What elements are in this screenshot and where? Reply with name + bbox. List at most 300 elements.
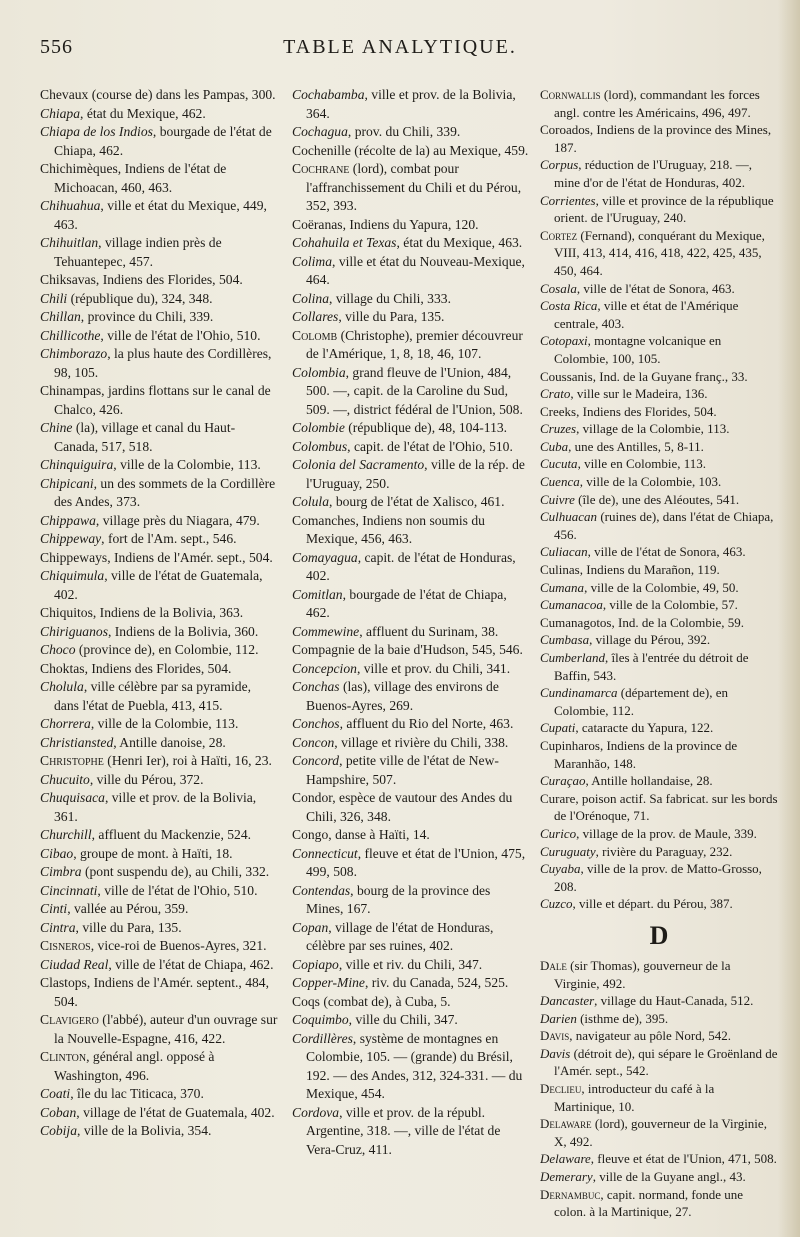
index-entry-term: Comitlan <box>292 586 343 602</box>
index-entry <box>540 631 778 649</box>
index-entry-text: , ville de l'état de Sonora, 463. <box>587 544 746 560</box>
index-entry-text: , fleuve et état de l'Union, 475, 499, 508. <box>306 845 526 879</box>
index-entry-text: , une des Antilles, 5, 8-11. <box>568 438 704 454</box>
index-entry-text: (Henri Ier), roi à Haïti, 16, 23. <box>103 753 272 768</box>
section-letter-heading: D <box>649 920 669 950</box>
index-entry <box>292 253 530 290</box>
index-entry <box>540 332 778 367</box>
index-entry <box>540 737 778 772</box>
index-entry <box>40 530 278 549</box>
index-entry-term: Coati <box>40 1086 71 1101</box>
index-entry-term: Cruzes <box>540 421 577 437</box>
index-entry-term: Cincinnati <box>40 882 98 898</box>
index-entry-term: Chiksavas <box>40 272 96 287</box>
index-entry-term: Cuzco <box>540 896 573 912</box>
index-column-3 <box>540 86 778 1221</box>
index-entry <box>40 1122 278 1141</box>
index-entry-text: , ville de la Colombie, 113. <box>113 457 261 472</box>
index-entry-text: , îles à l'entrée du détroit de Baffin, 543. <box>554 650 749 683</box>
index-entry <box>540 491 778 509</box>
index-entry <box>540 684 778 719</box>
index-entry-text: (république de), 48, 104-113. <box>344 420 508 435</box>
index-entry-text: , un des sommets de la Cordillère des Andes, 373. <box>54 475 276 509</box>
index-entry-text: , fort de l'Am. sept., 546. <box>101 531 237 546</box>
index-entry <box>40 956 278 975</box>
index-entry-text: (république du), 324, 348. <box>67 290 213 306</box>
index-entry-text: , riv. du Canada, 524, 525. <box>364 975 509 990</box>
index-entry-term: Coban <box>40 1104 77 1120</box>
index-entry-text: , ville de l'état de l'Ohio, 510. <box>100 327 261 343</box>
index-entry-text: dans les Pampas, 300. <box>152 87 276 102</box>
index-entry-text: , montagne volcanique en Colombie, 100, 105. <box>554 333 722 366</box>
index-entry-term: Copper-Mine <box>292 975 365 990</box>
index-entry <box>540 614 778 632</box>
index-entry-text: , village de l'état de Guatemala, 402. <box>76 1104 275 1120</box>
page-number: 556 <box>40 36 73 58</box>
index-entry-text: , village et rivière du Chili, 338. <box>334 734 509 750</box>
index-entry-text: , Indiens de l'état de Michoacan, 460, 463. <box>54 161 227 195</box>
index-entry <box>292 1104 530 1160</box>
index-entry <box>540 368 778 386</box>
index-entry <box>40 660 278 679</box>
index-entry-term: Cordova <box>292 1104 340 1120</box>
index-entry-text: , vice-roi de Buenos-Ayres, 321. <box>90 938 267 953</box>
index-entry <box>540 192 778 227</box>
index-entry-term: Colula <box>292 494 330 509</box>
index-entry-term: Cholula <box>40 679 84 694</box>
index-entry-term: Colina <box>292 290 330 306</box>
index-entry-text: , ville et état du Mexique, 449, 463. <box>54 198 267 232</box>
index-entry-text: (lord), combat pour l'affranchissement du Chili et du Pérou, 352, 393. <box>306 161 522 213</box>
index-entry <box>292 160 530 216</box>
index-entry <box>292 308 530 327</box>
index-entry <box>40 456 278 475</box>
index-entry <box>40 752 278 771</box>
index-entry-text: , bourgade de l'état de Chiapa, 462. <box>54 124 272 158</box>
index-entry <box>540 86 778 121</box>
index-entry-term: Cochrane <box>292 161 350 176</box>
index-column-2 <box>292 86 530 1221</box>
index-entry-term: Chiquimula <box>40 568 105 583</box>
index-entry-term: Cupinharos <box>540 737 600 753</box>
index-entry-text: , Indiens de la province de Maranhão, 148. <box>554 737 738 771</box>
index-entry-term: Copiapo <box>292 956 339 972</box>
index-entry-term: Clastops <box>40 975 87 990</box>
index-entry <box>40 549 278 568</box>
index-entry-text: (combat de), à Cuba, 5. <box>319 993 451 1009</box>
index-entry-term: Cundinamarca <box>540 685 618 701</box>
index-entry-term: Chippeway <box>40 531 102 546</box>
index-entry-term: Colombus <box>292 438 348 454</box>
index-entry-text: , bourg de l'état de Xalisco, 461. <box>329 494 505 509</box>
index-entry <box>292 438 530 457</box>
index-entry <box>540 280 778 298</box>
index-entry-text: , Indiens de l'Amér. sept., 504. <box>107 549 273 565</box>
index-entry-text: (récolte de la) au Mexique, 459. <box>350 142 529 158</box>
index-entry <box>40 882 278 901</box>
index-entry-term: Dancaster <box>540 993 595 1009</box>
index-entry-text: , ville de l'état de Chiapa, 462. <box>108 956 274 972</box>
index-entry-term: Cochenille <box>292 142 351 158</box>
index-entry <box>292 586 530 623</box>
index-entry-term: Cornwallis <box>540 87 601 102</box>
index-entry-text: , danse à Haïti, 14. <box>328 827 430 842</box>
index-entry <box>540 596 778 614</box>
index-entry-term: Cumanagotos <box>540 614 612 630</box>
index-entry <box>40 974 278 1011</box>
index-entry <box>40 789 278 826</box>
index-entry-term: Chevaux (course de) <box>40 87 153 102</box>
index-entry-text: , navigateur au pôle Nord, 542. <box>569 1028 731 1044</box>
index-entry-term: Chippeways <box>40 549 108 565</box>
index-entry-term: Cucuta <box>540 456 578 472</box>
index-entry <box>292 86 530 123</box>
index-entry <box>540 420 778 438</box>
index-entry-text: , état du Mexique, 462. <box>80 105 206 121</box>
index-entry-text: , ville de la Bolivia, 354. <box>77 1123 212 1138</box>
index-entry-text: , ville du Pérou, 372. <box>89 771 204 787</box>
index-entry-term: Colombia <box>292 364 346 380</box>
index-entry-term: Coquimbo <box>292 1012 349 1027</box>
index-entry <box>292 364 530 420</box>
index-entry-term: Chimborazo <box>40 346 108 361</box>
index-entry-text: , fleuve et état de l'Union, 471, 508. <box>590 1151 777 1167</box>
index-entry-term: Chiapa <box>40 105 81 121</box>
index-entry-text: , Indiens de la Bolivia, 360. <box>107 623 259 639</box>
index-entry-text: , ville de la rép. de l'Uruguay, 250. <box>306 457 525 491</box>
index-entry-term: Chillicothe <box>40 327 101 343</box>
index-entry-term: Cimbra <box>40 864 82 879</box>
index-entry <box>292 845 530 882</box>
index-entry <box>540 227 778 280</box>
index-entry-text: , ville de l'état de Sonora, 463. <box>576 280 735 296</box>
index-entry-text: (l'abbé), auteur d'un ouvrage sur la Nouvelle-Espagne, 416, 422. <box>54 1012 278 1046</box>
index-entry <box>40 919 278 938</box>
index-entry-term: Colima <box>292 253 333 269</box>
index-entry <box>292 123 530 142</box>
index-entry-text: , village de l'état de Honduras, célèbre par ses ruines, 402. <box>306 919 494 953</box>
index-entry <box>292 1011 530 1030</box>
index-entry-term: Concord <box>292 753 340 768</box>
index-entry <box>40 86 278 105</box>
index-entry-term: Chorrera <box>40 716 91 731</box>
index-entry-text: , ville de la prov. de Matto-Grosso, 208. <box>554 861 762 894</box>
index-entry-term: Cosala <box>540 280 577 296</box>
index-entry-term: Cobija <box>40 1123 78 1138</box>
index-entry-term: Curare <box>540 790 576 806</box>
index-entry-term: Cumana <box>540 579 585 595</box>
index-entry-text: (département de), en Colombie, 112. <box>554 685 728 718</box>
index-entry-text: (sir Thomas), gouverneur de la Virginie, 492. <box>554 957 731 991</box>
index-entry-text: , jardins flottans sur le canal de Chalco, 426. <box>54 383 271 417</box>
index-entry-term: Cintra <box>40 919 76 935</box>
index-entry <box>40 567 278 604</box>
index-entry <box>540 156 778 191</box>
index-entry-text: , introducteur du café à la Martinique, 10. <box>554 1081 715 1114</box>
index-entry-term: Cochabamba <box>292 87 365 102</box>
index-entry-term: Chiapa de los Indios <box>40 124 153 139</box>
index-entry-text: , ville de l'état de l'Ohio, 510. <box>97 882 258 898</box>
index-entry-term: Clavigero <box>40 1012 99 1027</box>
index-entry-term: Congo <box>292 827 329 842</box>
index-entry <box>540 719 778 737</box>
index-entry-text: , espèce de vautour des Andes du Chili, 326, 348. <box>306 790 513 824</box>
index-entry <box>40 160 278 197</box>
index-entry <box>540 957 778 992</box>
index-entry <box>292 678 530 715</box>
index-entry <box>40 419 278 456</box>
index-entry-text: , village près du Niagara, 479. <box>95 512 260 528</box>
index-entry-term: Chuquisaca <box>40 790 105 805</box>
index-entry-term: Delaware <box>540 1151 591 1167</box>
index-entry <box>540 297 778 332</box>
index-entry <box>540 649 778 684</box>
index-column-1 <box>40 86 278 1221</box>
index-entry-text: (province de), en Colombie, 112. <box>75 642 259 657</box>
index-entry-text: , Indiens des Florides, 504. <box>576 403 717 419</box>
index-entry <box>540 1115 778 1150</box>
index-entry-term: Cuenca <box>540 474 580 490</box>
index-entry <box>540 825 778 843</box>
index-entry-term: Condor <box>292 790 333 805</box>
index-entry <box>292 234 530 253</box>
index-entry-term: Coëranas <box>292 216 343 232</box>
index-entry <box>540 790 778 825</box>
index-entry-text: , village du Chili, 333. <box>329 290 451 306</box>
index-entry <box>292 290 530 309</box>
index-entry-term: Connecticut <box>292 845 358 861</box>
index-entry <box>292 327 530 364</box>
index-entry-term: Crato <box>540 386 571 402</box>
index-entry <box>292 623 530 642</box>
index-entry-term: Conchas <box>292 679 340 694</box>
index-entry-term: Churchill <box>40 827 92 842</box>
index-entry-text: , état du Mexique, 463. <box>396 235 523 250</box>
index-entry <box>40 641 278 660</box>
index-entry-term: Chihuahua <box>40 198 101 213</box>
index-entry-term: Copan <box>292 919 329 935</box>
index-entry <box>292 142 530 161</box>
index-entry <box>540 772 778 790</box>
index-entry <box>292 919 530 956</box>
index-entry <box>40 308 278 327</box>
index-entry-text: , Indiens des Florides, 504. <box>95 272 243 287</box>
index-entry-term: Concon <box>292 734 335 750</box>
index-entry-term: Chippawa <box>40 512 96 528</box>
index-entry-text: , vallée au Pérou, 359. <box>67 901 189 916</box>
index-entry <box>540 1186 778 1221</box>
index-entry <box>40 512 278 531</box>
index-entry-text: , ville en Colombie, 113. <box>577 456 706 472</box>
index-entry-text: (détroit de), qui sépare le Groënland de l'Amér. sept., 542. <box>554 1045 778 1079</box>
index-entry-text: , affluent du Rio del Norte, 463. <box>339 716 514 731</box>
index-entry-text: , capit. de l'état de Honduras, 402. <box>306 549 516 583</box>
index-entry <box>40 327 278 346</box>
index-entry <box>40 715 278 734</box>
index-entry-text: , ville et prov. de la Bolivia, 364. <box>306 87 516 121</box>
index-entry-term: Contendas <box>292 882 351 898</box>
index-entry <box>292 419 530 438</box>
index-entry-term: Corrientes <box>540 192 596 208</box>
index-entry <box>540 561 778 579</box>
index-entry-text: (ruines de), dans l'état de Chiapa, 456. <box>554 509 774 542</box>
index-entry-term: Clinton <box>40 1049 87 1064</box>
index-entry <box>540 121 778 156</box>
index-entry <box>40 604 278 623</box>
index-entry <box>292 974 530 993</box>
index-entry-text: , ville du Para, 135. <box>75 919 182 935</box>
index-entry-text: , affluent du Mackenzie, 524. <box>91 827 252 842</box>
index-entry <box>540 508 778 543</box>
index-entry-term: Christophe <box>40 753 104 768</box>
index-entry-text: , 545, 546. <box>465 642 523 657</box>
index-entry <box>40 105 278 124</box>
index-entry-text: (Fernand), conquérant du Mexique, VIII, 413, 414, 416, 418, 422, 425, 435, 450, 464. <box>554 227 765 278</box>
index-entry <box>40 1104 278 1123</box>
index-entry-text: , groupe de mont. à Haïti, 18. <box>73 845 233 861</box>
index-entry-term: Culhuacan <box>540 509 598 525</box>
index-entry-term: Curaçao <box>540 773 586 789</box>
index-entry-text: (las), village des environs de Buenos-Ayres, 269. <box>306 679 499 713</box>
index-entry-term: Declieu <box>540 1081 582 1097</box>
index-columns <box>40 86 778 1221</box>
index-entry-term: Chiriguanos <box>40 623 108 639</box>
index-entry-term: Demerary <box>540 1169 593 1185</box>
index-entry-text: , Indiens de l'Amér. septent., 484, 504. <box>54 975 269 1009</box>
index-entry-text: , ville de la Colombie, 49, 50. <box>584 579 739 595</box>
index-entry-text: (isthme de), 395. <box>576 1010 669 1026</box>
index-entry-text: (pont suspendu de), au Chili, 332. <box>81 864 270 879</box>
index-entry <box>40 845 278 864</box>
index-entry <box>292 752 530 789</box>
index-entry-term: Coroados <box>540 122 590 138</box>
index-entry-term: Curico <box>540 825 577 841</box>
index-entry <box>540 1045 778 1080</box>
index-entry-term: Choktas <box>40 660 85 676</box>
index-entry-term: Conchos <box>292 716 340 731</box>
index-entry-text: , ville et prov. de la Bolivia, 361. <box>54 790 257 824</box>
index-entry-text: , ville du Chili, 347. <box>348 1012 458 1027</box>
index-entry-term: Cortez <box>540 227 578 243</box>
index-entry-text: , village de la prov. de Maule, 339. <box>576 825 757 841</box>
index-entry <box>292 1030 530 1104</box>
index-entry-text: , ville et prov. de la républ. Argentine, 318. —, ville de l'état de Vera-Cruz, 411. <box>306 1104 501 1157</box>
index-entry-term: Comayagua <box>292 549 358 565</box>
index-entry-text: , ville et départ. du Pérou, 387. <box>572 896 733 912</box>
index-entry-text: (lord), gouverneur de la Virginie, X, 492. <box>554 1116 767 1149</box>
index-entry-term: Ciudad Real <box>40 956 109 972</box>
index-entry <box>540 1080 778 1115</box>
index-entry-term: Chiquitos <box>40 605 93 620</box>
index-entry <box>40 271 278 290</box>
index-entry-text: , ville de la Colombie, 103. <box>579 474 722 490</box>
index-entry-term: Delaware <box>540 1116 592 1132</box>
index-entry <box>292 993 530 1012</box>
index-entry <box>292 456 530 493</box>
index-entry-term: Cumanacoa <box>540 597 603 613</box>
index-entry-term: Colomb <box>292 327 338 343</box>
index-entry-text: , la plus haute des Cordillères, 98, 105. <box>54 346 272 380</box>
index-entry-term: Colonia del Sacramento <box>292 457 425 472</box>
index-entry <box>540 543 778 561</box>
index-entry-text: , bourgade de l'état de Chiapa, 462. <box>306 586 507 620</box>
index-entry-text: , ville et riv. du Chili, 347. <box>338 956 483 972</box>
index-entry-term: Cibao <box>40 845 74 861</box>
index-entry-text: , ville de la Guyane angl., 43. <box>592 1169 746 1185</box>
page-edge-shadow <box>778 0 800 1237</box>
index-entry <box>292 734 530 753</box>
index-entry-text: (Christophe), premier découvreur de l'Amérique, 1, 8, 18, 46, 107. <box>306 327 523 361</box>
index-entry-text: , ville sur le Madeira, 136. <box>570 386 708 402</box>
index-entry <box>540 1168 778 1186</box>
index-entry-term: Culiacan <box>540 544 588 560</box>
index-entry-term: Dale <box>540 957 567 973</box>
index-entry-text: , Antille danoise, 28. <box>113 734 226 750</box>
index-entry-text: , île du lac Titicaca, 370. <box>70 1086 204 1101</box>
index-entry-text: (lord), commandant les forces angl. contre les Américains, 496, 497. <box>554 87 760 120</box>
index-entry-text: , cataracte du Yapura, 122. <box>575 720 714 736</box>
index-entry-text: , Indiens du Marañon, 119. <box>579 562 720 578</box>
index-entry <box>540 1010 778 1028</box>
index-entry <box>540 579 778 597</box>
index-entry-term: Chihuitlan <box>40 235 99 250</box>
index-entry-term: Cochagua <box>292 124 348 139</box>
index-entry-text: , Indiens de la Bolivia, 363. <box>92 605 244 620</box>
index-entry-text: , Ind. de la Colombie, 59. <box>611 614 745 630</box>
index-entry-term: Costa Rica <box>540 298 598 314</box>
index-entry <box>292 660 530 679</box>
index-entry <box>292 715 530 734</box>
index-entry-text: , ville de la Colombie, 57. <box>602 597 738 613</box>
index-entry <box>540 992 778 1010</box>
index-entry-term: Cuivre <box>540 491 575 507</box>
running-title: TABLE ANALYTIQUE. <box>283 36 517 58</box>
index-entry-text: , ville et état du Nouveau-Mexique, 464. <box>306 253 525 287</box>
index-entry-term: Comanches <box>292 512 356 528</box>
index-entry-term: Cisneros <box>40 938 91 953</box>
index-entry-text: , Indiens non soumis du Mexique, 456, 463. <box>306 512 485 546</box>
index-entry-text: , village du Pérou, 392. <box>589 632 711 648</box>
index-entry-text: , ville de l'état de Guatemala, 402. <box>54 568 263 602</box>
index-entry-term: Cupati <box>540 720 576 736</box>
index-entry <box>40 1048 278 1085</box>
index-entry <box>540 403 778 421</box>
index-entry-term: Christiansted <box>40 734 114 750</box>
index-entry-term: Chipicani <box>40 475 94 491</box>
index-entry <box>540 438 778 456</box>
index-entry-text: , Indiens de la province des Mines, 187. <box>554 122 772 155</box>
index-entry-text: , capit. de l'état de l'Ohio, 510. <box>347 438 513 454</box>
index-entry-term: Chichimèques <box>40 161 118 176</box>
index-entry <box>40 826 278 845</box>
index-entry <box>40 900 278 919</box>
index-entry-text: , ville du Para, 135. <box>338 309 445 324</box>
index-entry <box>40 771 278 790</box>
index-entry <box>40 678 278 715</box>
index-entry-term: Choco <box>40 642 76 657</box>
index-entry-term: Creeks <box>540 403 577 419</box>
index-entry-term: Coqs <box>292 993 320 1009</box>
index-entry <box>40 382 278 419</box>
index-entry <box>292 882 530 919</box>
index-entry-text: , village de la Colombie, 113. <box>576 421 730 437</box>
index-entry-term: Chinampas <box>40 383 102 398</box>
index-entry <box>40 623 278 642</box>
index-entry-text: , ville célèbre par sa pyramide, dans l'état de Puebla, 413, 415. <box>54 679 252 713</box>
index-entry-text: , Indiens du Yapura, 120. <box>342 216 479 232</box>
index-entry-text: , rivière du Paraguay, 232. <box>595 843 733 859</box>
index-entry <box>40 123 278 160</box>
